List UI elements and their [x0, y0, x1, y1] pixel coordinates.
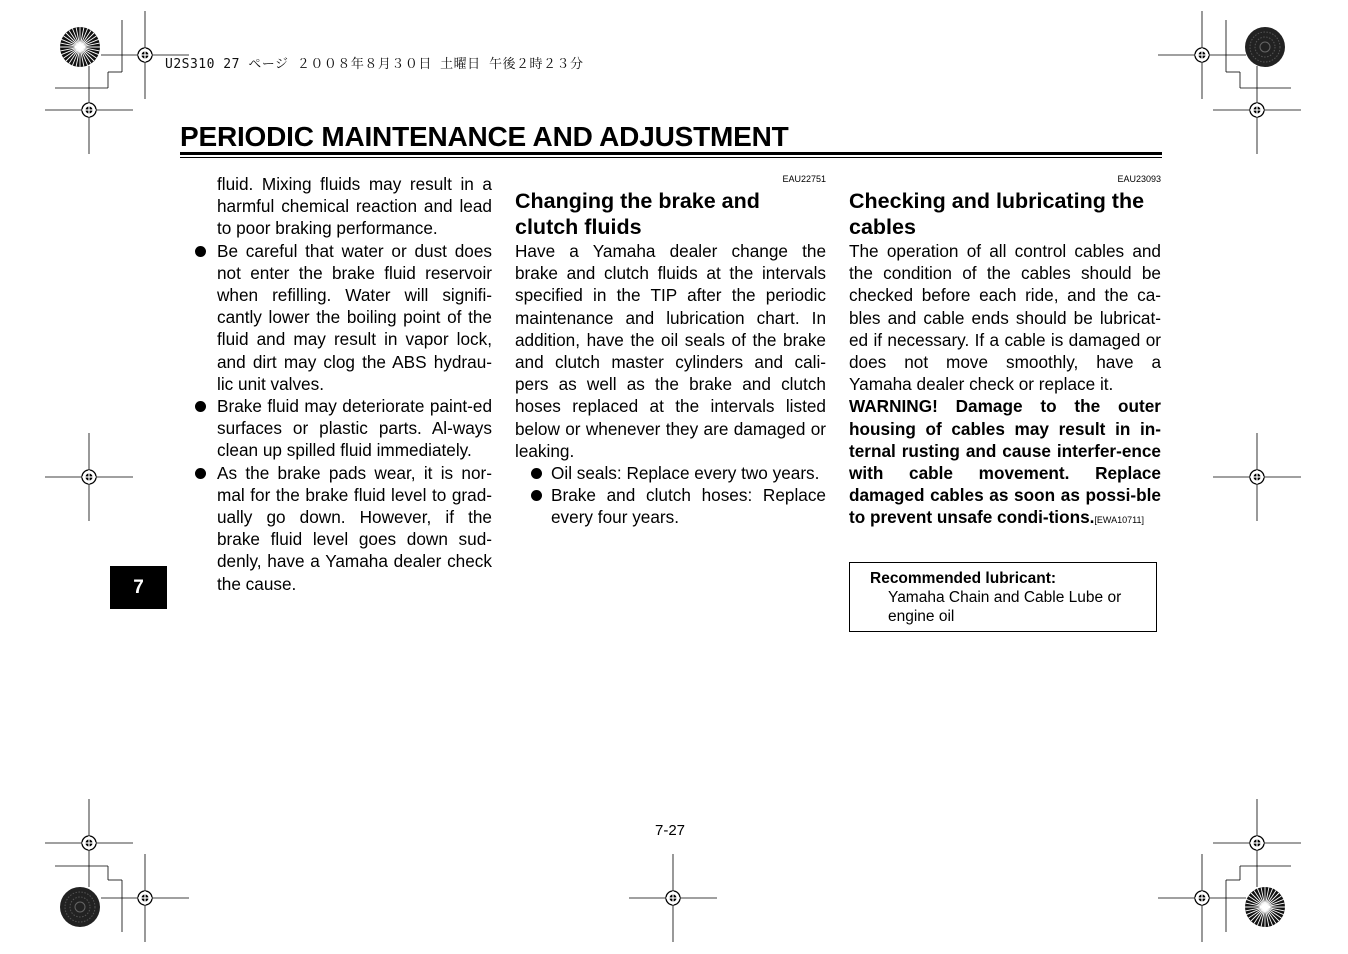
bullet-icon: [531, 468, 542, 479]
section-code: EAU23093: [1117, 174, 1161, 184]
section-body: The operation of all control cables and the condition of the cables should be checked before each ride, and the ca-bles and cable ends should be lubricat-ed if necessary. If a cable is damaged or does not move smoothly, have a Yamaha dealer check or replace it.: [849, 241, 1161, 395]
list-item: [194, 462, 492, 595]
column-1: [194, 173, 492, 595]
print-header: U2S310 27 ページ ２００８年８月３０日 土曜日 午後２時２３分: [165, 57, 584, 72]
list-item-text: Brake and clutch hoses: Replace every four years.: [551, 485, 826, 528]
warning-text: WARNING! Damage to the outer housing of cables may result in in-ternal rusting and cause interfer-ence with cable movement. Replace damaged cables as soon as possi-ble to prevent unsafe condi-tions.: [849, 396, 1161, 528]
recommended-lubricant-box: [849, 562, 1157, 632]
lubricant-box-title: Recommended lubricant:: [870, 570, 1057, 587]
list-item: [194, 240, 492, 395]
continuation-text: fluid. Mixing fluids may result in a harmful chemical reaction and lead to poor braking performance.: [217, 174, 492, 239]
section-heading: Checking and lubricating the cables: [849, 189, 1145, 239]
section-code: EAU22751: [782, 174, 826, 184]
list-item-text: Oil seals: Replace every two years.: [551, 463, 820, 484]
column-3: [849, 173, 1161, 532]
title-rule-thin: [180, 157, 1162, 158]
section-body: Have a Yamaha dealer change the brake and clutch fluids at the intervals specified in the TIP after the periodic maintenance and lubrication chart. In addition, have the oil seals of the brake and clutch master cylinders and cali-pers as well as the brake and clutch hoses replaced at the intervals listed below or whenever they are damaged or leaking.: [515, 241, 826, 461]
list-item-text: Brake fluid may deteriorate paint-ed surfaces or plastic parts. Al-ways clean up spilled fluid immediately.: [217, 396, 492, 461]
warning-reference: [EWA10711]: [1094, 515, 1144, 526]
lubricant-box-body: Yamaha Chain and Cable Lube or engine oil: [888, 589, 1122, 625]
list-item-text: Be careful that water or dust does not enter the brake fluid reservoir when refilling. Water will signifi-cantly lower the boiling point of the fluid and may result in vapor lock, and dirt may clog the ABS hydrau-lic unit valves.: [217, 240, 492, 394]
list-item: [530, 462, 826, 484]
bullet-icon: [195, 401, 206, 412]
page-number: 7-27: [655, 822, 686, 839]
bullet-icon: [531, 490, 542, 501]
warning-paragraph: [849, 395, 1161, 531]
bullet-icon: [195, 246, 206, 257]
list-item: [194, 395, 492, 462]
list-item: [530, 484, 826, 528]
section-title: PERIODIC MAINTENANCE AND ADJUSTMENT: [180, 121, 789, 152]
title-rule-thick: [180, 152, 1162, 155]
bullet-icon: [195, 468, 206, 479]
column-2: [515, 173, 826, 529]
chapter-tab: 7: [110, 566, 167, 609]
section-heading: Changing the brake and clutch fluids: [515, 189, 760, 239]
list-item-text: As the brake pads wear, it is nor-mal for the brake fluid level to grad-ually go down. However, if the brake fluid level goes down sud-denly, have a Yamaha dealer check the cause.: [217, 462, 492, 594]
